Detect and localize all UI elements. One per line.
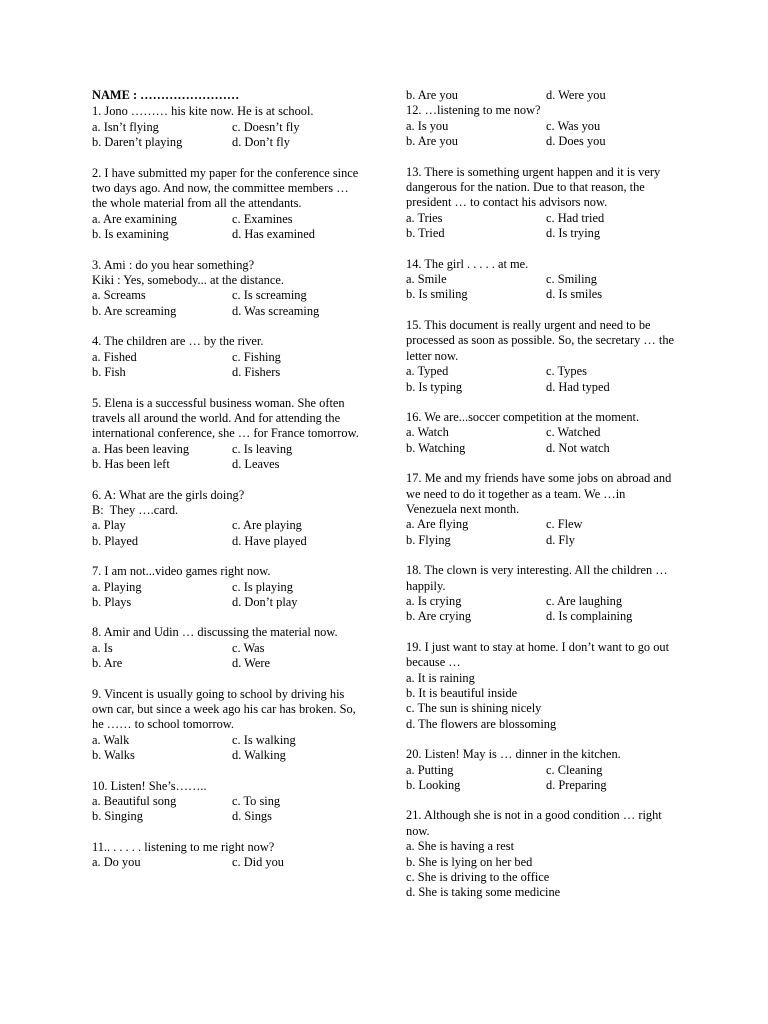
name-field-label: NAME : …………………… — [92, 88, 240, 102]
answer-options — [92, 350, 360, 381]
question-item — [92, 779, 360, 825]
answer-option: b. Fish — [92, 365, 126, 380]
answer-option: a. Is crying — [406, 593, 462, 608]
answer-option: c. Are laughing — [546, 593, 623, 608]
left-column — [92, 88, 360, 871]
answer-option: d. Has examined — [232, 227, 315, 242]
question-item — [92, 166, 360, 243]
answer-option: b. Daren’t playing — [92, 135, 183, 150]
answer-option: d. Not watch — [546, 440, 610, 455]
answer-option: d. Had typed — [546, 379, 610, 394]
answer-option: d. Does you — [546, 134, 606, 149]
answer-option: a. Watch — [406, 425, 449, 440]
answer-options — [92, 641, 360, 672]
answer-option: a. Is — [92, 640, 113, 655]
answer-option: d. Don’t play — [232, 594, 298, 609]
answer-options — [92, 442, 360, 473]
answer-option: b. Are — [92, 656, 123, 671]
question-stem: 5. Elena is a successful business woman. She often travels all around the world. And for attending the international conference, she … for France tomorrow. — [92, 395, 359, 441]
answer-option: a. Fished — [92, 349, 137, 364]
answer-option: c. To sing — [232, 794, 281, 809]
answer-option: d. Is smiles — [546, 287, 603, 302]
answer-option: b. Is examining — [92, 227, 169, 242]
answer-option: b. Are you — [406, 88, 458, 102]
answer-option: d. Were you — [546, 88, 606, 102]
answer-option: d. Fishers — [232, 365, 281, 380]
answer-option: b. Tried — [406, 226, 445, 241]
question-stem: 16. We are...soccer competition at the moment. — [406, 409, 640, 424]
answer-options — [406, 594, 676, 625]
question-item — [92, 564, 360, 610]
answer-option: b. Is typing — [406, 379, 463, 394]
answer-option: d. Sings — [232, 809, 272, 824]
answer-option: b. It is beautiful inside — [406, 686, 518, 700]
answer-option: c. Doesn’t fly — [232, 119, 300, 134]
answer-option: b. Are you — [406, 134, 458, 149]
question-stem: 17. Me and my friends have some jobs on abroad and we need to do it together as a team. We …in Venezuela next month. — [406, 471, 675, 516]
answer-option: c. Are playing — [232, 518, 302, 533]
answer-option: b. Singing — [92, 809, 143, 824]
answer-option: a. Beautiful song — [92, 794, 177, 809]
answer-options — [406, 364, 676, 395]
answer-option: c. Is screaming — [232, 288, 307, 303]
answer-option: b. Flying — [406, 532, 451, 547]
answer-option: a. Has been leaving — [92, 441, 190, 456]
question-stem: 21. Although she is not in a good condition … right now. — [406, 808, 665, 838]
question-item — [406, 318, 676, 395]
answer-option: c. Types — [546, 364, 587, 379]
answer-options — [406, 119, 676, 150]
answer-option: a. Play — [92, 518, 126, 533]
question-item — [92, 396, 360, 473]
answer-options — [406, 839, 676, 901]
answer-options — [406, 517, 676, 548]
answer-option: b. Walks — [92, 748, 135, 763]
answer-option: c. Cleaning — [546, 762, 603, 777]
answer-option: a. It is raining — [406, 670, 475, 685]
answer-options — [92, 120, 360, 151]
question-item — [406, 640, 676, 732]
answer-option: d. Leaves — [232, 457, 280, 472]
answer-options — [92, 518, 360, 549]
question-stem: 19. I just want to stay at home. I don’t want to go out because … — [406, 639, 673, 670]
question-item — [406, 103, 676, 149]
answer-option: d. Is complaining — [546, 609, 633, 624]
answer-option: c. Flew — [546, 517, 583, 532]
answer-options — [406, 211, 676, 242]
question-stem: 11.. . . . . . listening to me right now? — [92, 839, 275, 854]
answer-options — [92, 212, 360, 243]
answer-option: d. The flowers are blossoming — [406, 716, 557, 731]
question-item — [406, 88, 676, 103]
answer-option: c. Is leaving — [232, 441, 293, 456]
answer-options — [92, 733, 360, 764]
question-stem: 20. Listen! May is … dinner in the kitchen. — [406, 747, 621, 762]
answer-option: b. Watching — [406, 440, 466, 455]
answer-option: b. Played — [92, 533, 139, 548]
answer-option: a. Typed — [406, 364, 449, 379]
answer-option: a. Screams — [92, 288, 146, 303]
question-item — [92, 258, 360, 320]
question-item — [92, 625, 360, 671]
answer-option: c. Had tried — [546, 210, 605, 225]
question-item — [406, 410, 676, 456]
answer-option: c. Is walking — [232, 732, 296, 747]
answer-option: c. Was you — [546, 118, 601, 133]
answer-option: a. Walk — [92, 732, 130, 747]
answer-options — [406, 425, 676, 456]
answer-option: a. Do you — [92, 855, 141, 870]
answer-options — [92, 288, 360, 319]
answer-option: c. Did you — [232, 855, 284, 870]
answer-option: d. Preparing — [546, 778, 607, 793]
question-stem: 3. Ami : do you hear something? Kiki : Yes, somebody... at the distance. — [92, 257, 284, 288]
question-stem: 4. The children are … by the river. — [92, 334, 264, 349]
answer-options — [92, 580, 360, 611]
answer-option: d. Fly — [546, 532, 575, 547]
question-stem: 18. The clown is very interesting. All the children … happily. — [406, 563, 671, 593]
question-stem: 7. I am not...video games right now. — [92, 564, 271, 579]
question-stem: 8. Amir and Udin … discussing the material now. — [92, 625, 338, 640]
answer-option: d. Walking — [232, 748, 286, 763]
answer-option: d. Don’t fly — [232, 135, 290, 150]
question-stem: 15. This document is really urgent and need to be processed as soon as possible. So, the secretary … the letter now. — [406, 317, 678, 363]
question-item — [92, 687, 360, 764]
answer-option: d. Is trying — [546, 226, 601, 241]
answer-option: c. Examines — [232, 211, 293, 226]
question-item — [406, 808, 676, 900]
answer-option: a. Are examining — [92, 211, 177, 226]
question-item — [406, 471, 676, 548]
answer-option: a. Putting — [406, 762, 454, 777]
answer-options — [406, 88, 676, 103]
question-stem: 10. Listen! She’s…….. — [92, 778, 207, 793]
answer-option: b. Are screaming — [92, 303, 177, 318]
answer-option: a. Are flying — [406, 517, 469, 532]
question-item — [406, 563, 676, 625]
question-stem: 1. Jono ……… his kite now. He is at school. — [92, 104, 314, 119]
answer-option: c. Smiling — [546, 272, 597, 287]
answer-options — [92, 794, 360, 825]
answer-option: c. Is playing — [232, 579, 293, 594]
answer-option: c. She is driving to the office — [406, 870, 550, 885]
question-item — [406, 257, 676, 303]
answer-option: a. Playing — [92, 579, 142, 594]
answer-option: d. Was screaming — [232, 303, 320, 318]
answer-option: c. Was — [232, 640, 265, 655]
answer-option: b. Looking — [406, 778, 461, 793]
question-item — [92, 840, 360, 871]
answer-option: b. Is smiling — [406, 287, 468, 302]
answer-option: a. Isn’t flying — [92, 119, 159, 134]
question-stem: 9. Vincent is usually going to school by driving his own car, but since a week ago his car has broken. So, he …… to school tomorrow. — [92, 686, 359, 732]
answer-option: c. Watched — [546, 425, 601, 440]
question-stem: 12. …listening to me now? — [406, 103, 541, 118]
question-stem: 2. I have submitted my paper for the conference since two days ago. And now, the committee members … the whole material from all the attendants. — [92, 165, 362, 211]
answer-option: d. Were — [232, 656, 270, 671]
right-column — [406, 88, 676, 916]
answer-options — [406, 272, 676, 303]
answer-option: d. She is taking some medicine — [406, 885, 561, 900]
answer-option: c. The sun is shining nicely — [406, 701, 542, 716]
question-item — [406, 165, 676, 242]
answer-option: b. Plays — [92, 594, 132, 609]
question-stem: 14. The girl . . . . . at me. — [406, 256, 529, 271]
answer-options — [406, 763, 676, 794]
answer-option: a. Is you — [406, 118, 449, 133]
question-item — [92, 334, 360, 380]
answer-option: a. She is having a rest — [406, 839, 515, 854]
answer-options — [406, 671, 676, 733]
question-item — [92, 104, 360, 150]
answer-option: b. Has been left — [92, 457, 170, 472]
answer-option: c. Fishing — [232, 349, 281, 364]
answer-option: a. Smile — [406, 272, 447, 287]
answer-options — [92, 855, 360, 870]
question-stem: 6. A: What are the girls doing? B: They ….card. — [92, 487, 245, 517]
question-stem: 13. There is something urgent happen and it is very dangerous for the nation. Due to that reason, the president … to contact his advisors now. — [406, 164, 664, 210]
question-item — [92, 488, 360, 550]
answer-option: a. Tries — [406, 210, 443, 225]
answer-option: b. Are crying — [406, 609, 472, 624]
answer-option: d. Have played — [232, 533, 307, 548]
question-item — [406, 747, 676, 793]
answer-option: b. She is lying on her bed — [406, 854, 533, 869]
